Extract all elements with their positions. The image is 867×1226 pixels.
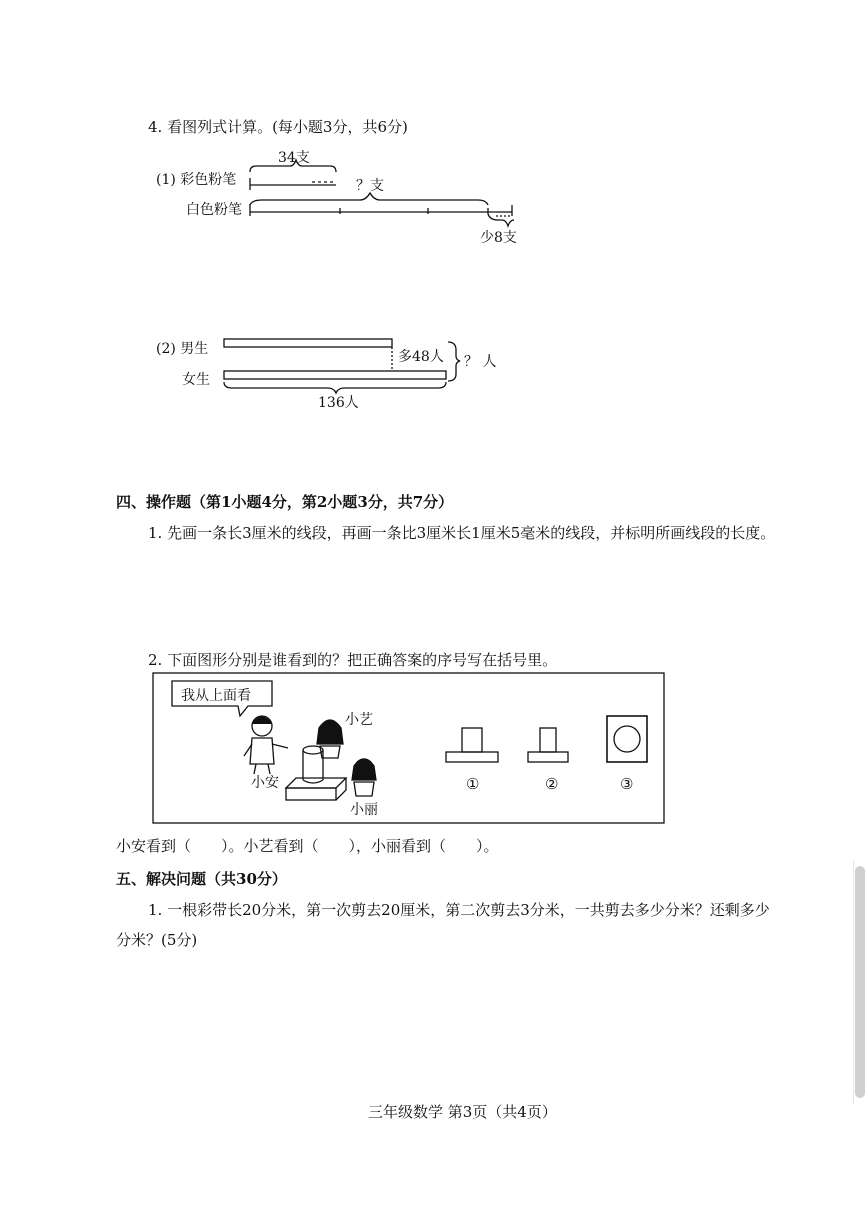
q4-p2-label-girls: 女生 — [182, 372, 210, 388]
name-xiaoan: 小安 — [251, 775, 279, 791]
section4-q2: 2. 下面图形分别是谁看到的？把正确答案的序号写在括号里。 — [148, 651, 558, 669]
q4-p2-total: 136人 — [318, 395, 359, 411]
view-option-3 — [607, 716, 647, 762]
name-xiaoli: 小丽 — [350, 802, 378, 818]
p2-girls-bar — [224, 342, 460, 393]
speech-bubble-text: 我从上面看 — [181, 688, 251, 704]
name-xiaoyi: 小艺 — [345, 712, 373, 728]
view-option-1 — [446, 728, 498, 762]
q4-p1-less: 少8支 — [480, 230, 517, 246]
section5-heading: 五、解决问题（共30分） — [116, 870, 287, 888]
q4-p1-unknown: ？支 — [356, 178, 384, 194]
answer-line: 小安看到（ ）。小艺看到（ ），小丽看到（ ）。 — [116, 837, 499, 855]
picture-frame — [153, 673, 664, 823]
p2-boys-bar — [224, 339, 392, 347]
option-3: ③ — [620, 775, 634, 793]
q4-p2-label-boys: (2) 男生 — [156, 341, 209, 357]
q4-p1-top-value: 34支 — [278, 150, 310, 166]
section5-q1-line1: 1. 一根彩带长20分米，第一次剪去20厘米，第二次剪去3分米，一共剪去多少分米？还剩多少 — [148, 901, 770, 919]
xiaoan-figure — [244, 716, 288, 774]
section5-q1-line2: 分米？(5分) — [116, 931, 198, 949]
speech-bubble — [172, 681, 272, 716]
page-footer: 三年级数学 第3页（共4页） — [368, 1103, 557, 1121]
section4-heading: 四、操作题（第1小题4分，第2小题3分，共7分） — [116, 493, 454, 511]
option-1: ① — [466, 775, 480, 793]
q4-p2-more: 多48人 — [398, 349, 444, 365]
p1-white-chalk-segment — [250, 193, 514, 226]
q4-p1-label-color-chalk: (1) 彩色粉笔 — [156, 172, 237, 188]
section4-q1: 1. 先画一条长3厘米的线段，再画一条比3厘米长1厘米5毫米的线段，并标明所画线段的长度。 — [148, 524, 776, 542]
q4-p1-label-white-chalk: 白色粉笔 — [186, 202, 242, 218]
option-2: ② — [545, 775, 559, 793]
q4-p2-unknown: ？ 人 — [464, 354, 497, 370]
view-option-2 — [528, 728, 568, 762]
cylinder-on-box-object — [286, 746, 346, 800]
q4-title: 4. 看图列式计算。(每小题3分，共6分) — [148, 118, 408, 136]
p1-color-chalk-segment — [250, 160, 336, 190]
xiaoli-figure — [352, 759, 376, 796]
